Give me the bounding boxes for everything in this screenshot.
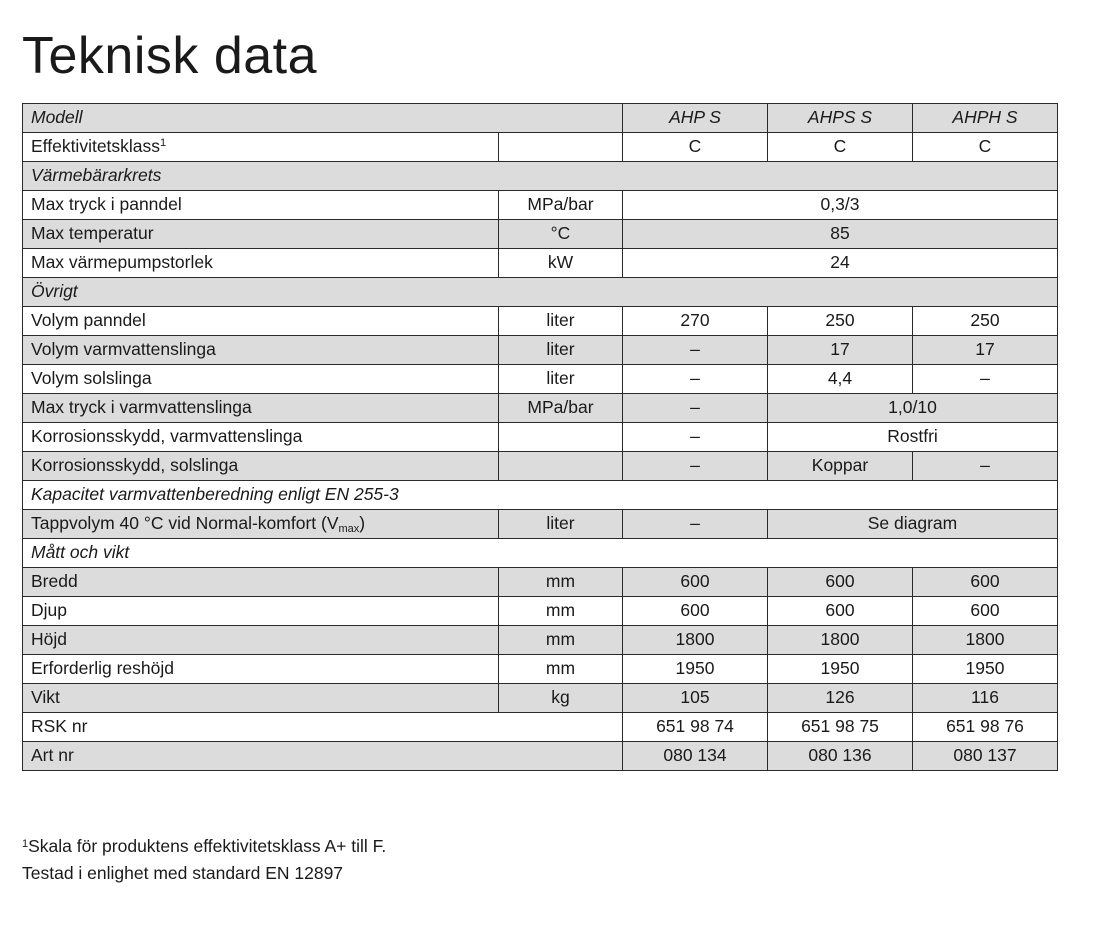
cell-value: 250 (768, 307, 913, 336)
cell-value: 1950 (623, 655, 768, 684)
cell-value: Rostfri (768, 423, 1058, 452)
cell-value: 080 137 (913, 742, 1058, 771)
cell-value: 105 (623, 684, 768, 713)
row-unit (499, 423, 623, 452)
section-heading: Värmebärarkrets (23, 162, 1058, 191)
row-label: Art nr (23, 742, 623, 771)
cell-value: 600 (623, 568, 768, 597)
cell-value: Se diagram (768, 510, 1058, 539)
cell-value: 1950 (913, 655, 1058, 684)
table-row (23, 684, 1058, 713)
row-label: Vikt (23, 684, 499, 713)
section-row (23, 539, 1058, 568)
cell-value: 1800 (768, 626, 913, 655)
cell-value: C (768, 133, 913, 162)
cell-value: C (623, 133, 768, 162)
cell-value: 651 98 74 (623, 713, 768, 742)
section-heading: Kapacitet varmvattenberedning enligt EN 255-3 (23, 481, 1058, 510)
section-row (23, 481, 1058, 510)
cell-value: 600 (913, 597, 1058, 626)
footnote-line-1 (22, 833, 386, 860)
row-label: Djup (23, 597, 499, 626)
footnote-marker: 1 (22, 838, 29, 850)
cell-value: 0,3/3 (623, 191, 1058, 220)
cell-value: 600 (768, 597, 913, 626)
section-heading: Mått och vikt (23, 539, 1058, 568)
row-label: Bredd (23, 568, 499, 597)
cell-value: 24 (623, 249, 1058, 278)
efficiency-row (23, 133, 1058, 162)
row-unit: kg (499, 684, 623, 713)
row-unit: mm (499, 597, 623, 626)
row-unit: liter (499, 365, 623, 394)
cell-value: 17 (768, 336, 913, 365)
model-name: AHP S (623, 104, 768, 133)
page-title: Teknisk data (22, 27, 318, 85)
table-row (23, 597, 1058, 626)
section-row (23, 162, 1058, 191)
table-row (23, 220, 1058, 249)
cell-value: 651 98 75 (768, 713, 913, 742)
row-unit (499, 133, 623, 162)
row-unit (499, 452, 623, 481)
row-label: Volym varmvattenslinga (23, 336, 499, 365)
row-unit: MPa/bar (499, 394, 623, 423)
cell-value: 600 (913, 568, 1058, 597)
cell-value: 270 (623, 307, 768, 336)
cell-value: 4,4 (768, 365, 913, 394)
footnote (22, 833, 386, 887)
cell-value: – (623, 394, 768, 423)
row-unit: °C (499, 220, 623, 249)
cell-value: Koppar (768, 452, 913, 481)
row-label: Max temperatur (23, 220, 499, 249)
cell-value: – (623, 452, 768, 481)
row-unit: mm (499, 568, 623, 597)
row-unit: liter (499, 307, 623, 336)
section-heading: Övrigt (23, 278, 1058, 307)
cell-value: 080 136 (768, 742, 913, 771)
cell-value: C (913, 133, 1058, 162)
table-row (23, 307, 1058, 336)
cell-value: – (913, 452, 1058, 481)
table-row (23, 423, 1058, 452)
cell-value: – (623, 365, 768, 394)
cell-value: 600 (768, 568, 913, 597)
model-label: Modell (23, 104, 623, 133)
row-label: Max värmepumpstorlek (23, 249, 499, 278)
cell-value: 17 (913, 336, 1058, 365)
row-label: Korrosionsskydd, varmvattenslinga (23, 423, 499, 452)
row-label: Max tryck i varmvattenslinga (23, 394, 499, 423)
table-row (23, 249, 1058, 278)
row-unit: mm (499, 655, 623, 684)
row-unit: kW (499, 249, 623, 278)
table-row (23, 365, 1058, 394)
table-row (23, 655, 1058, 684)
table-row (23, 568, 1058, 597)
row-label: Erforderlig reshöjd (23, 655, 499, 684)
row-label: Max tryck i panndel (23, 191, 499, 220)
cell-value: 1800 (623, 626, 768, 655)
footnote-marker: 1 (160, 137, 167, 150)
tap-subscript: max (338, 523, 360, 536)
cell-value: 1950 (768, 655, 913, 684)
cell-value: 600 (623, 597, 768, 626)
cell-value: 85 (623, 220, 1058, 249)
row-label: Höjd (23, 626, 499, 655)
rsk-row (23, 713, 1058, 742)
table-row (23, 626, 1058, 655)
row-label (23, 133, 499, 162)
table-row (23, 191, 1058, 220)
tap-label: Tappvolym 40 °C vid Normal-komfort (V (31, 513, 339, 534)
cell-value: – (913, 365, 1058, 394)
cell-value: – (623, 336, 768, 365)
footnote-line-2: Testad i enlighet med standard EN 12897 (22, 863, 344, 883)
technical-data-table (22, 103, 1058, 771)
cell-value: 126 (768, 684, 913, 713)
art-row (23, 742, 1058, 771)
table-row (23, 510, 1058, 539)
row-label: Volym panndel (23, 307, 499, 336)
row-label: RSK nr (23, 713, 623, 742)
cell-value: 116 (913, 684, 1058, 713)
section-row (23, 278, 1058, 307)
cell-value: 1800 (913, 626, 1058, 655)
cell-value: – (623, 423, 768, 452)
footnote-text: Skala för produktens effektivitetsklass A+ till F. (28, 836, 387, 856)
cell-value: 080 134 (623, 742, 768, 771)
row-label: Korrosionsskydd, solslinga (23, 452, 499, 481)
model-name: AHPS S (768, 104, 913, 133)
model-header-row (23, 104, 1058, 133)
table-row (23, 452, 1058, 481)
row-unit: liter (499, 510, 623, 539)
tap-close: ) (359, 513, 366, 534)
efficiency-label: Effektivitetsklass (31, 136, 161, 157)
table-row (23, 394, 1058, 423)
row-label (23, 510, 499, 539)
cell-value: – (623, 510, 768, 539)
cell-value: 1,0/10 (768, 394, 1058, 423)
cell-value: 250 (913, 307, 1058, 336)
row-unit: mm (499, 626, 623, 655)
row-label: Volym solslinga (23, 365, 499, 394)
row-unit: MPa/bar (499, 191, 623, 220)
cell-value: 651 98 76 (913, 713, 1058, 742)
row-unit: liter (499, 336, 623, 365)
model-name: AHPH S (913, 104, 1058, 133)
table-row (23, 336, 1058, 365)
